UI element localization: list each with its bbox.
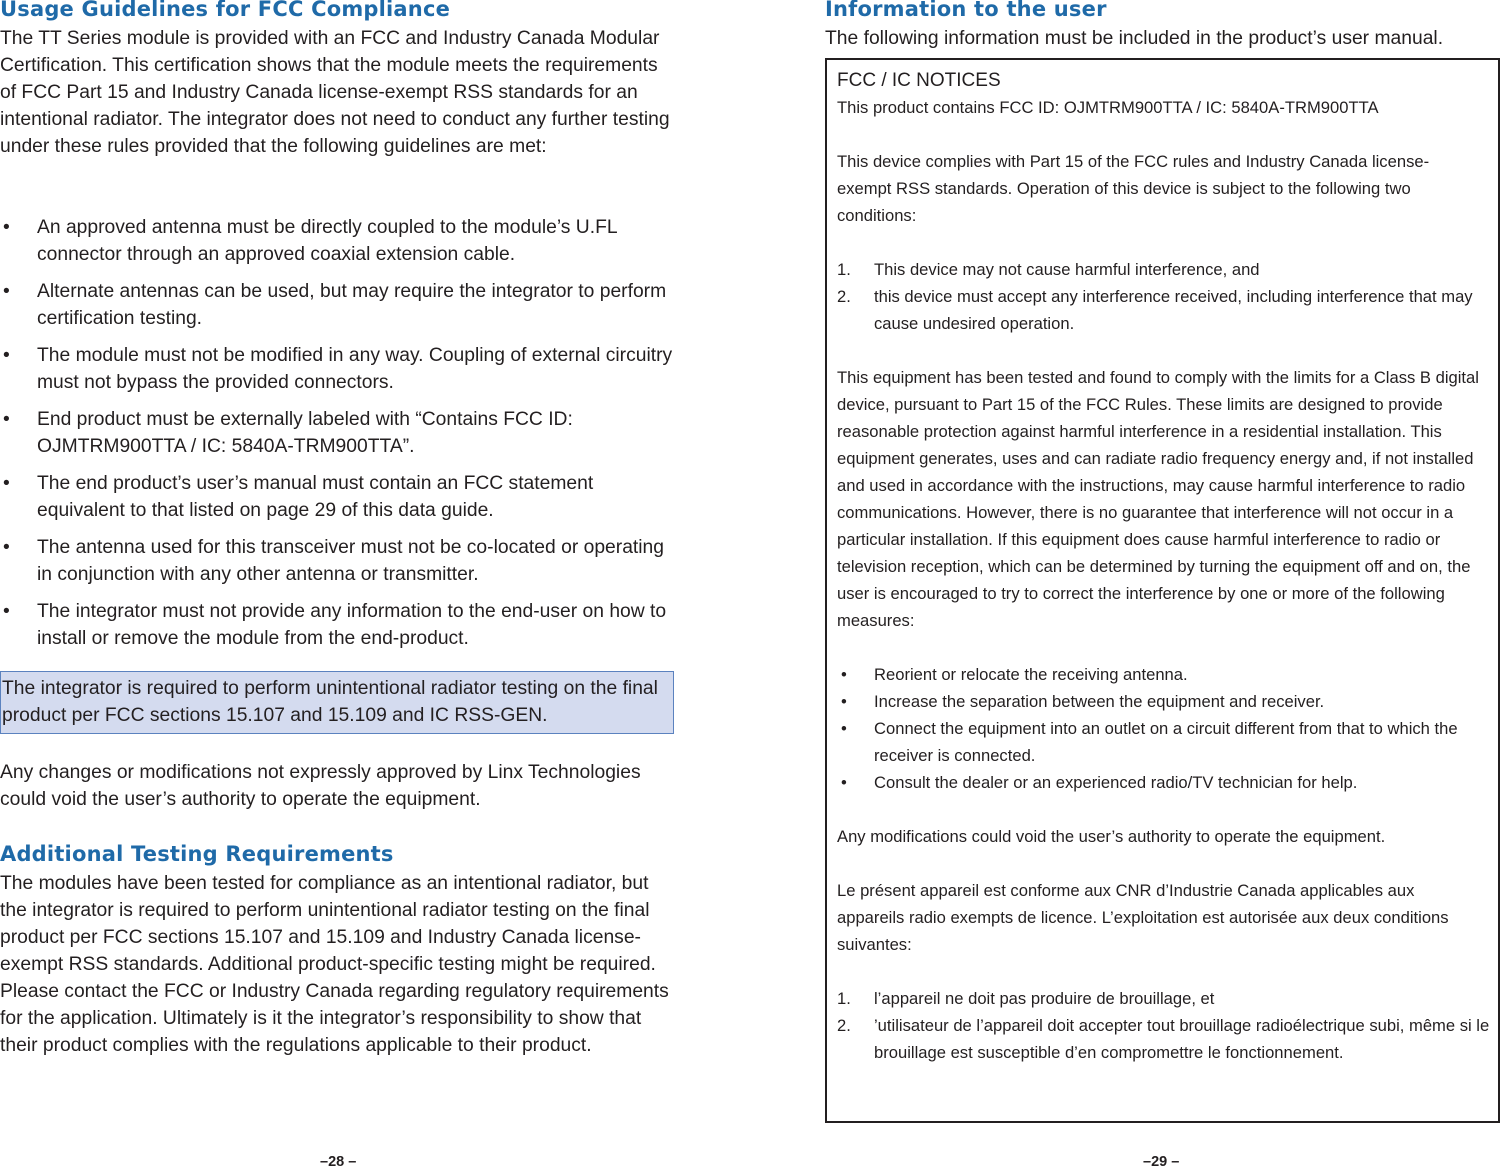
notice-class-b: This equipment has been tested and found to comply with the limits for a Class B digital device, pursuant to Part 15 of the FCC Rules. These limits are designed to provide reasonable protection against harmful interference in a residential installation. This equipment generates, uses and can radiate radio frequency energy and, if not installed and used in accordance with the instructions, may cause harmful interference to radio communications. However, there is no guarantee that interference will not occur in a particular installation. If this equipment does cause harmful interference to radio or television reception, which can be determined by turning the equipment off and on, the user is encouraged to try to correct the interference by one or more of the following measures: — [837, 368, 1479, 630]
list-item: 1. l’appareil ne doit pas produire de brouillage, et — [837, 989, 1215, 1008]
user-info-intro: The following information must be included in the product’s user manual. — [825, 28, 1444, 49]
testing-callout-box: The integrator is required to perform unintentional radiator testing on the final product per FCC sections 15.107 and 15.109 and IC RSS-GEN. — [0, 671, 674, 734]
notice-modifications: Any modifications could void the user’s authority to operate the equipment. — [837, 827, 1386, 846]
notice-title: FCC / IC NOTICES — [837, 70, 1001, 91]
list-item: • An approved antenna must be directly coupled to the module’s U.FL connector through an approved coaxial extension cable. — [3, 217, 617, 265]
list-item: 1. This device may not cause harmful interference, and — [837, 260, 1260, 279]
notice-contains-id: This product contains FCC ID: OJMTRM900TTA / IC: 5840A-TRM900TTA — [837, 98, 1379, 117]
notice-french: Le présent appareil est conforme aux CNR d’Industrie Canada applicables aux appareils radio exempts de licence. L’exploitation est autorisée aux deux conditions suivantes: — [837, 881, 1449, 954]
section-heading-fcc-compliance: Usage Guidelines for FCC Compliance — [0, 0, 451, 21]
intro-paragraph: The TT Series module is provided with an FCC and Industry Canada Modular Certification. This certification shows that the module meets the requirements of FCC Part 15 and Industry Canada license-exempt RSS standards for an intentional radiator. The integrator does not need to conduct any further testing under these rules provided that the following guidelines are met: — [0, 28, 670, 157]
fcc-ic-notice-box — [825, 58, 1500, 1123]
list-item: • Connect the equipment into an outlet on a circuit different from that to which the receiver is connected. — [841, 719, 1458, 765]
notice-french-conditions-list — [837, 985, 1492, 1066]
section-heading-information-to-user: Information to the user — [825, 0, 1107, 21]
list-item: • End product must be externally labeled with “Contains FCC ID: OJMTRM900TTA / IC: 5840A-TRM900TTA”. — [3, 409, 573, 457]
notice-complies: This device complies with Part 15 of the FCC rules and Industry Canada license-exempt RSS standards. Operation of this device is subject to the following two conditions: — [837, 152, 1430, 225]
list-item: • Reorient or relocate the receiving antenna. — [841, 665, 1188, 684]
page-number-28: –28 – — [320, 1154, 357, 1170]
section-heading-additional-testing: Additional Testing Requirements — [0, 842, 394, 866]
notice-conditions-list — [837, 256, 1492, 337]
testing-paragraph: The modules have been tested for compliance as an intentional radiator, but the integrator is required to perform unintentional radiator testing on the final product per FCC sections 15.107 and 15.109 and Industry Canada license-exempt RSS standards. Additional product-specific testing might be required. Please contact the FCC or Industry Canada regarding regulatory requirements for the application. Ultimately is it the integrator’s responsibility to show that their product complies with the regulations applicable to their product. — [0, 873, 669, 1056]
list-item: • The end product’s user’s manual must contain an FCC statement equivalent to that listed on page 29 of this data guide. — [3, 473, 594, 521]
list-item: • Consult the dealer or an experienced radio/TV technician for help. — [841, 773, 1358, 792]
list-item: • The antenna used for this transceiver must not be co-located or operating in conjunction with any other antenna or transmitter. — [3, 537, 664, 585]
changes-paragraph: Any changes or modifications not expressly approved by Linx Technologies could void the user’s authority to operate the equipment. — [0, 762, 641, 810]
notice-measures-list — [837, 661, 1492, 796]
list-item: • The integrator must not provide any information to the end-user on how to install or remove the module from the end-product. — [3, 601, 667, 649]
page-number-29: –29 – — [1143, 1154, 1180, 1170]
list-item: • Alternate antennas can be used, but may require the integrator to perform certification testing. — [3, 281, 667, 329]
list-item: • The module must not be modified in any way. Coupling of external circuitry must not bypass the provided connectors. — [3, 345, 673, 393]
list-item: • Increase the separation between the equipment and receiver. — [841, 692, 1325, 711]
guidelines-list — [0, 214, 676, 652]
list-item: 2. ’utilisateur de l’appareil doit accepter tout brouillage radioélectrique subi, même si le brouillage est susceptible d’en compromettre le fonctionnement. — [837, 1016, 1490, 1062]
list-item: 2. this device must accept any interference received, including interference that may cause undesired operation. — [837, 287, 1473, 333]
